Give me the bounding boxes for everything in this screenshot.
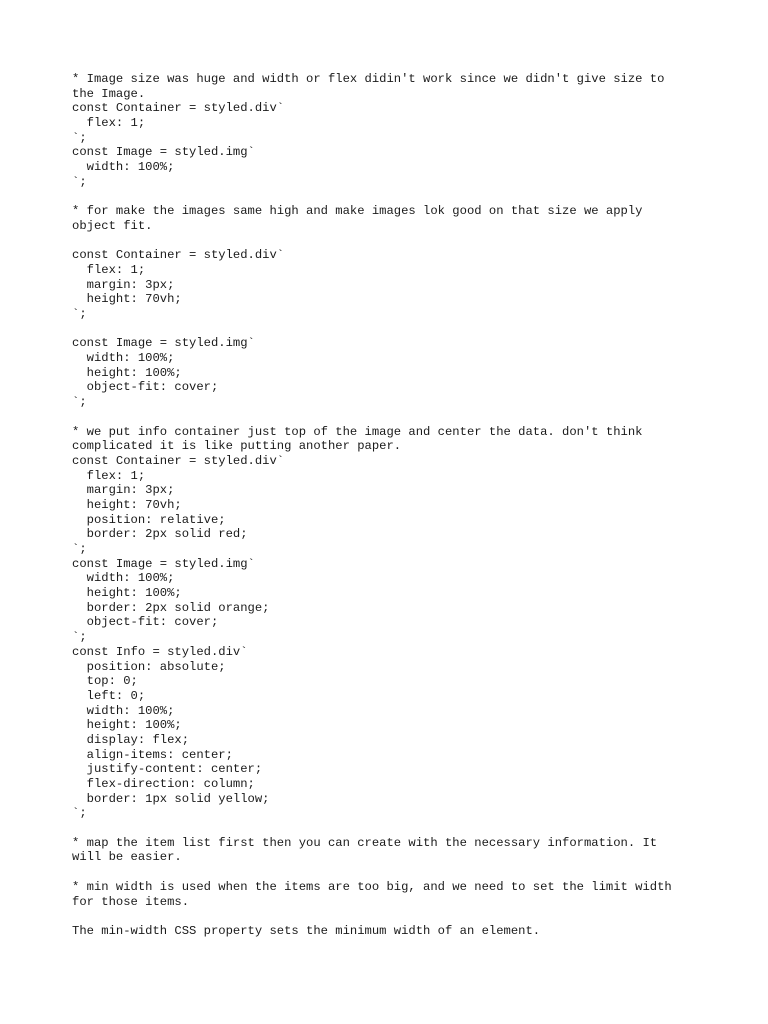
text-line: `; [72, 307, 87, 321]
blank-line [72, 190, 712, 205]
text-line: `; [72, 130, 87, 145]
text-line: position: relative; [72, 512, 226, 527]
text-line: flex: 1; [72, 116, 146, 131]
text-line: height: 100%; [72, 365, 182, 380]
text-line: border: 1px solid yellow; [72, 791, 270, 806]
text-line: height: 70vh; [72, 292, 182, 307]
text-line: object fit. [72, 218, 153, 233]
text-line: the Image. [72, 86, 146, 101]
text-line: border: 2px solid orange; [72, 600, 270, 615]
text-line: width: 100%; [72, 571, 175, 586]
text-line: width: 100%; [72, 703, 175, 718]
text-line: left: 0; [72, 688, 146, 703]
text-line: align-items: center; [72, 747, 233, 762]
text-line: * Image size was huge and width or flex didin't work since we didn't give size to [72, 72, 665, 86]
text-line: * we put info container just top of the image and center the data. don't think [72, 424, 643, 439]
text-line: margin: 3px; [72, 277, 175, 292]
text-line: `; [72, 174, 87, 189]
blank-line [72, 865, 712, 880]
text-line: `; [72, 806, 87, 821]
blank-line [72, 234, 712, 249]
text-line: `; [72, 542, 87, 556]
text-line: flex: 1; [72, 262, 146, 277]
text-line: flex: 1; [72, 468, 146, 483]
text-line: const Container = styled.div` [72, 453, 285, 468]
text-line: display: flex; [72, 732, 190, 747]
text-line: const Container = styled.div` [72, 101, 285, 116]
blank-line [72, 410, 712, 425]
text-line: const Info = styled.div` [72, 644, 248, 659]
text-line: object-fit: cover; [72, 615, 219, 630]
text-line: flex-direction: column; [72, 777, 255, 791]
text-line: const Image = styled.img` [72, 145, 255, 160]
text-line: position: absolute; [72, 659, 226, 674]
text-line: height: 70vh; [72, 497, 182, 512]
text-line: * for make the images same high and make images lok good on that size we apply [72, 204, 643, 219]
text-line: width: 100%; [72, 351, 175, 366]
text-line: height: 100%; [72, 586, 182, 601]
text-line: for those items. [72, 894, 190, 909]
text-line: justify-content: center; [72, 762, 263, 777]
text-line: The min-width CSS property sets the minimum width of an element. [72, 923, 541, 938]
text-line: `; [72, 395, 87, 410]
text-line: width: 100%; [72, 160, 175, 175]
text-line: * map the item list first then you can create with the necessary information. It [72, 835, 658, 850]
text-line: const Container = styled.div` [72, 248, 285, 263]
text-line: top: 0; [72, 674, 138, 689]
text-line: * min width is used when the items are too big, and we need to set the limit width [72, 879, 672, 894]
text-line: margin: 3px; [72, 483, 175, 498]
text-line: const Image = styled.img` [72, 336, 255, 351]
text-line: will be easier. [72, 850, 182, 865]
text-line: height: 100%; [72, 718, 182, 733]
blank-line [72, 909, 712, 924]
document-text [72, 72, 712, 939]
blank-line [72, 821, 712, 836]
document-page [72, 72, 712, 939]
text-line: const Image = styled.img` [72, 556, 255, 571]
text-line: complicated it is like putting another paper. [72, 439, 402, 454]
text-line: object-fit: cover; [72, 380, 219, 395]
blank-line [72, 322, 712, 337]
text-line: border: 2px solid red; [72, 527, 248, 542]
text-line: `; [72, 630, 87, 645]
